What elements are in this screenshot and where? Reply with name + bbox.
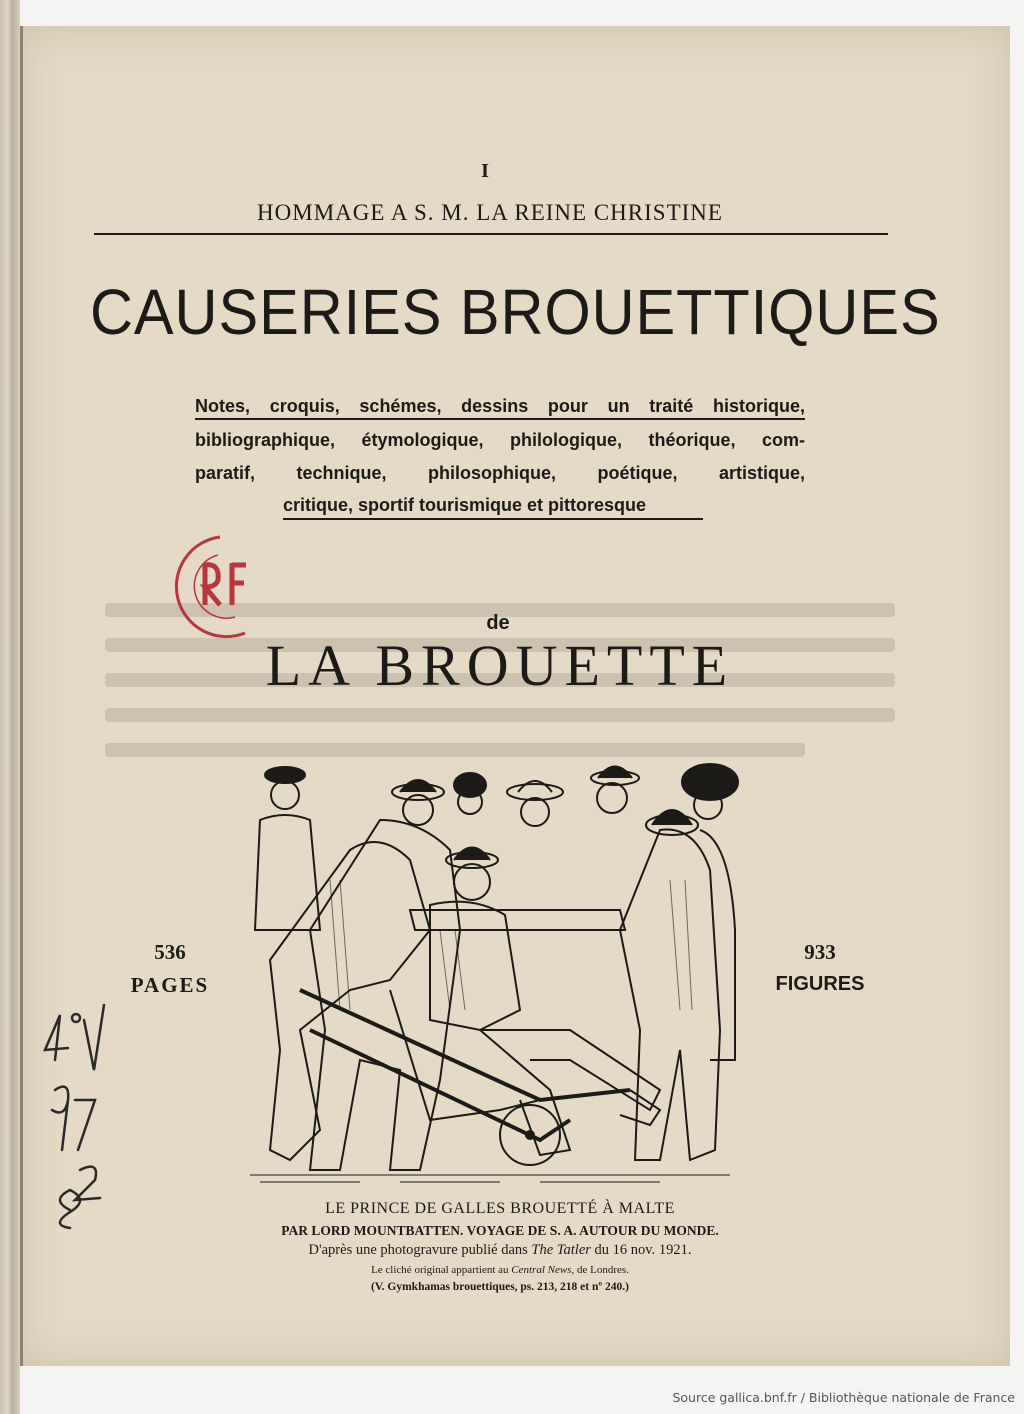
handwritten-shelfmark-icon <box>40 1000 110 1230</box>
subtitle-block <box>195 395 805 529</box>
pages-label: PAGES <box>130 973 210 997</box>
caption-source-publication: The Tatler <box>531 1242 591 1258</box>
page-number: I <box>481 160 489 182</box>
subtitle-line-3: paratif, technique, philosophique, poétique, artistique, <box>195 462 805 483</box>
pages-count: 536 <box>154 940 186 964</box>
subtitle-line-2: bibliographique, étymologique, philologique, théorique, com- <box>195 430 805 451</box>
caption-copyright <box>200 1264 800 1276</box>
caption-source-date: du 16 nov. 1921. <box>594 1242 692 1258</box>
subtitle-line-4: critique, sportif tourismique et pittoresque <box>283 494 703 519</box>
source-credit: Source gallica.bnf.fr / Bibliothèque nationale de France <box>672 1390 1015 1405</box>
figures-label: FIGURES <box>775 973 865 995</box>
caption-copyright-agency: Central News, <box>511 1264 575 1276</box>
caption-credit: PAR LORD MOUNTBATTEN. VOYAGE DE S. A. AUTOUR DU MONDE. <box>281 1223 719 1238</box>
engraving-prince-in-wheelbarrow-icon <box>240 730 740 1190</box>
caption-source <box>200 1242 800 1259</box>
book-title: CAUSERIES BROUETTIQUES <box>90 276 941 348</box>
subject-title: LA BROUETTE <box>265 633 735 698</box>
caption-reference: (V. Gymkhamas brouettiques, ps. 213, 218 et nº 240.) <box>371 1281 629 1293</box>
heading-rule <box>94 233 888 235</box>
subtitle-line-1: Notes, croquis, schémes, dessins pour un traité historique, <box>195 395 805 420</box>
library-stamp-icon <box>150 525 270 645</box>
caption-copyright-post: de Londres. <box>576 1264 629 1276</box>
figures-count: 933 <box>804 940 836 964</box>
scan-background-edge <box>0 0 20 1414</box>
dedication-heading: HOMMAGE A S. M. LA REINE CHRISTINE <box>257 200 723 225</box>
caption-copyright-pre: Le cliché original appartient au <box>371 1264 509 1276</box>
caption-title: LE PRINCE DE GALLES BROUETTÉ À MALTE <box>325 1200 675 1217</box>
caption-source-pre: D'après une photogravure publié dans <box>308 1242 528 1258</box>
preposition-de: de <box>486 612 510 634</box>
